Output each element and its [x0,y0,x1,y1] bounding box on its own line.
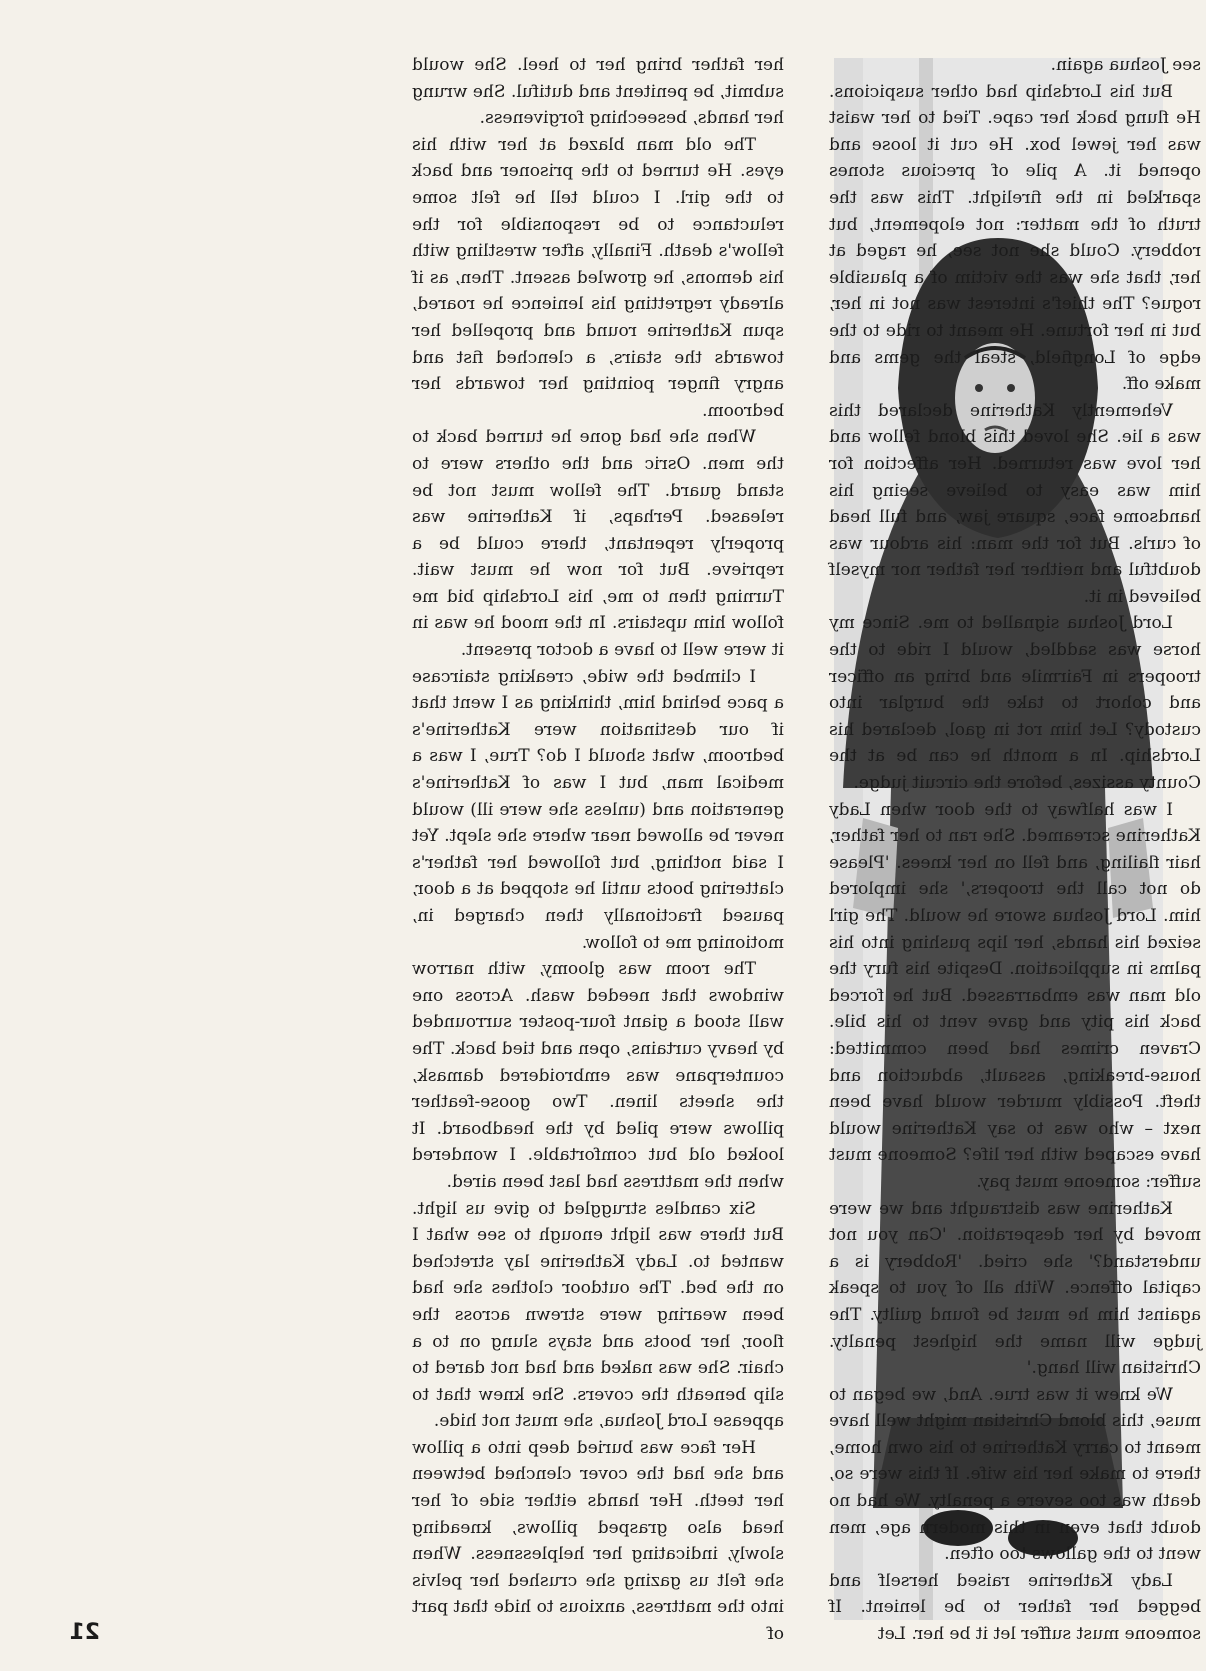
paragraph: The old man blazed at her with his eyes. He turned to the prisoner and back to the girl. I could tell he felt some reluctance to be responsible for the fellow's death. Finally, after wrestling with his demons, he growled assent. Then, as if already regretting his lenience he roared, spun Katherine round and propelled her towards the stairs, a clenched fist and angry finger pointing her towards her bedroom. [412,134,784,421]
paragraph: We knew it was true. And, we began to muse, this blond Christian might well have meant to carry Katherine to his own home, there to make her his wife. If this were so, death was too severe a penalty. We had no doubt that even in this modern age, men went to the gallows too often. [829,1384,1201,1565]
paragraph: Lord Joshua signalled to me. Since my horse was saddled, would I ride to the troopers in Fairmile and bring an officer and cohort to take the burglar into custody? Let him rot in gaol, declared his Lordship. In a month he can be at the County assizes, before the circuit judge. [829,613,1201,794]
paragraph: I was halfway to the door when Lady Katherine screamed. She ran to her father, hair flailing, and fell on her knees. 'Please do not call the troopers,' she implored him. Lord Joshua swore he would. The girl seized his hands, her lips pushing into his palms in supplication. Despite his fury the old man was embarrassed. But he forced back his pity and gave vent to his bile. Craven crimes had been committed: house-breaking, assault, abduction and theft. Possibly murder would have been next – who was to say Katherine would have escaped with her life? Someone must suffer: someone must pay. [829,799,1201,1192]
paragraph: Lady Katherine raised herself and begged her father to be lenient. If someone must suffer let it be her. Let [829,1570,1201,1645]
paragraph: Vehemently Katherine declared this was a lie. She loved this blond fellow and her love was returned. Her affection for him was easy to believe seeing his handsome face, square jaw, and full head of curls. But for the man: his ardour was doubtful and neither her father nor myself believed in it. [829,400,1201,607]
text-column-right [829,52,1201,1648]
paragraph: her father bring her to heel. She would submit, be penitent and dutiful. She wrung her hands, beseeching forgiveness. [412,55,784,129]
paragraph: see Joshua again. [1050,55,1201,75]
paragraph: Katherine was distraught and we were moved by her desperation. 'Can you not understand?' she cried. 'Robbery is a capital offence. With all of you to speak against him he must be found guilty. The judge will name the highest penalty. Christian will hang.' [829,1198,1201,1379]
paragraph: Her face was buried deep into a pillow and she had the cover clenched between her teeth. Her hands either side of her head also grasped pillows, kneading slowly, indicating her helplessness. When she felt us gazing she crushed her pelvis into the mattress, anxious to hide that part of [412,1437,784,1645]
paragraph: But his Lordship had other suspicions. He flung back her cape. Tied to her waist was her jewel box. He cut it loose and opened it. A pile of precious stones sparkled in the firelight. This was the truth of the matter: not elopement, but robbery. Could she not see, he raged at her, that she was the victim of a plausible rogue? The thief's interest was not in her, but in her fortune. He meant to ride to the edge of Longfield, steal the gems and make off. [829,81,1201,395]
paragraph: When she had gone he turned back to the men. Osric and the others were to stand guard. The fellow must not be released. Perhaps, if Katherine was properly repentant, there could be a reprieve. But for now he must wait. Turning then to me, his Lordship bid me follow him upstairs. In the mood he was in it were well to have a doctor present. [412,427,784,661]
paragraph: Six candles struggled to give us light. But there was light enough to see what I wanted to. Lady Katherine lay stretched on the bed. The outdoor clothes she had been wearing were strewn across the floor, her boots and stays slung on to a chair. She was naked and had not dared to slip beneath the covers. She knew that to appease Lord Joshua, she must not hide. [412,1198,784,1432]
text-column-left [412,52,784,1648]
paragraph: The room was gloomy, with narrow windows that needed wash. Across one wall stood a giant four-poster surrounded by heavy curtains, open and tied back. The counterpane was embroidered damask, the sheets linen. Two goose-feather pillows were piled by the headboard. It looked old but comfortable. I wondered when the mattress had last been aired. [412,959,784,1192]
page-number: 21 [69,1620,100,1645]
paragraph: I climbed the wide, creaking staircase a pace behind him, thinking as I went that if our destination were Katherine's bedroom, what should I do? True, I was a medical man, but I was of Katherine's generation and (unless she were ill) would never be allowed near where she slept. Yet I said nothing, but followed her father's clattering boots until he stopped at a door, paused fractionally then charged in, motioning me to follow. [412,666,784,953]
